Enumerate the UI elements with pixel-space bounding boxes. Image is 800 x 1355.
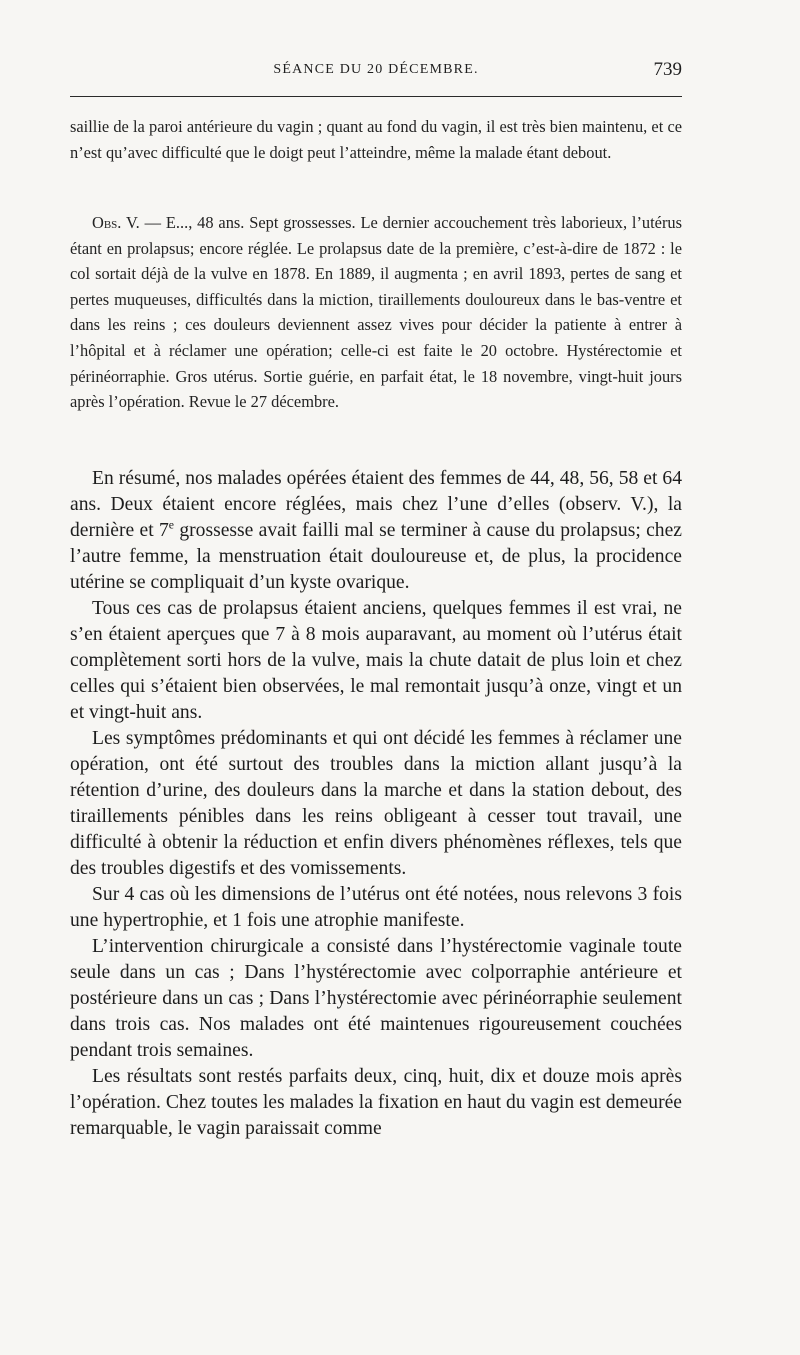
running-head — [70, 59, 682, 86]
header-rule — [70, 96, 682, 97]
summary-superscript: e — [168, 518, 174, 532]
paragraph-symptomes: Les symptômes prédominants et qui ont décidé les femmes à réclamer une opération, ont été surtout des troubles dans la miction allant jusqu’à la rétention d’urine, des douleurs dans la marche et dans la station debout, des tiraillements pénibles dans les reins obligeant à cesser tout travail, une difficulté à obtenir la réduction et enfin divers phénomènes réflexes, tels que des troubles digestifs et des vomissements. — [70, 728, 682, 879]
paragraph-intervention: L’intervention chirurgicale a consisté dans l’hystérectomie vaginale toute seule dans un cas ; Dans l’hystérectomie avec colporraphie antérieure et postérieure dans un cas ; Dans l’hystérectomie avec périnéorraphie seulement dans trois cas. Nos malades ont été maintenues rigoureusement couchées pendant trois semaines. — [70, 936, 682, 1061]
paragraph-resultats: Les résultats sont restés parfaits deux, cinq, huit, dix et douze mois après l’opération. Chez toutes les malades la fixation en haut du vagin est demeurée remarquable, le vagin paraissait comme — [70, 1066, 682, 1139]
observation-paragraph — [70, 210, 682, 415]
paragraph-prolapsus: Tous ces cas de prolapsus étaient anciens, quelques femmes il est vrai, ne s’en étaient aperçues que 7 à 8 mois auparavant, au moment où l’utérus était complètement sorti hors de la vulve, mais la chute datait de plus loin et chez celles qui s’étaient bien observées, le mal remontait jusqu’à onze, vingt et un et vingt-huit ans. — [70, 598, 682, 723]
summary-paragraph — [70, 466, 682, 596]
running-title: SÉANCE DU 20 DÉCEMBRE. — [273, 62, 479, 77]
paragraph-dimensions: Sur 4 cas où les dimensions de l’utérus ont été notées, nous relevons 3 fois une hypertrophie, et 1 fois une atrophie manifeste. — [70, 884, 682, 931]
continuation-paragraph: saillie de la paroi antérieure du vagin ; quant au fond du vagin, il est très bien maintenu, et ce n’est qu’avec difficulté que le doigt peut l’atteindre, même la malade étant debout. — [70, 117, 682, 162]
small-print-continuation — [70, 114, 682, 165]
summary-text-1: En résumé, nos malades opérées étaient des femmes de 44, 48, 56, 58 et 64 ans. Deux étaient encore réglées, mais chez l’une d’elles (observ. V.), la dernière et 7 — [70, 468, 682, 541]
page-number: 739 — [653, 59, 682, 80]
summary-text-2: grossesse avait failli mal se terminer à cause du prolapsus; chez l’autre femme, la menstruation était douloureuse et, de plus, la procidence utérine se compliquait d’un kyste ovarique. — [70, 520, 682, 593]
observation-text: — E..., 48 ans. Sept grossesses. Le dernier accouchement très laborieux, l’utérus étant en prolapsus; encore réglée. Le prolapsus date de la première, c’est-à-dire de 1872 : le col sortait déjà de la vulve en 1878. En 1889, il augmenta ; en avril 1893, pertes de sang et pertes muqueuses, difficultés dans la miction, tiraillements douloureux dans le bas-ventre et dans les reins ; ces douleurs deviennent assez vives pour décider la patiente à entrer à l’hôpital et à réclamer une opération; celle-ci est faite le 20 octobre. Hystérectomie et périnéorraphie. Gros utérus. Sortie guérie, en parfait état, le 18 novembre, vingt-huit jours après l’opération. Revue le 27 décembre. — [70, 213, 682, 412]
main-text — [70, 466, 682, 1142]
observation-block — [70, 210, 682, 415]
observation-label: Obs. V. — [92, 213, 140, 232]
